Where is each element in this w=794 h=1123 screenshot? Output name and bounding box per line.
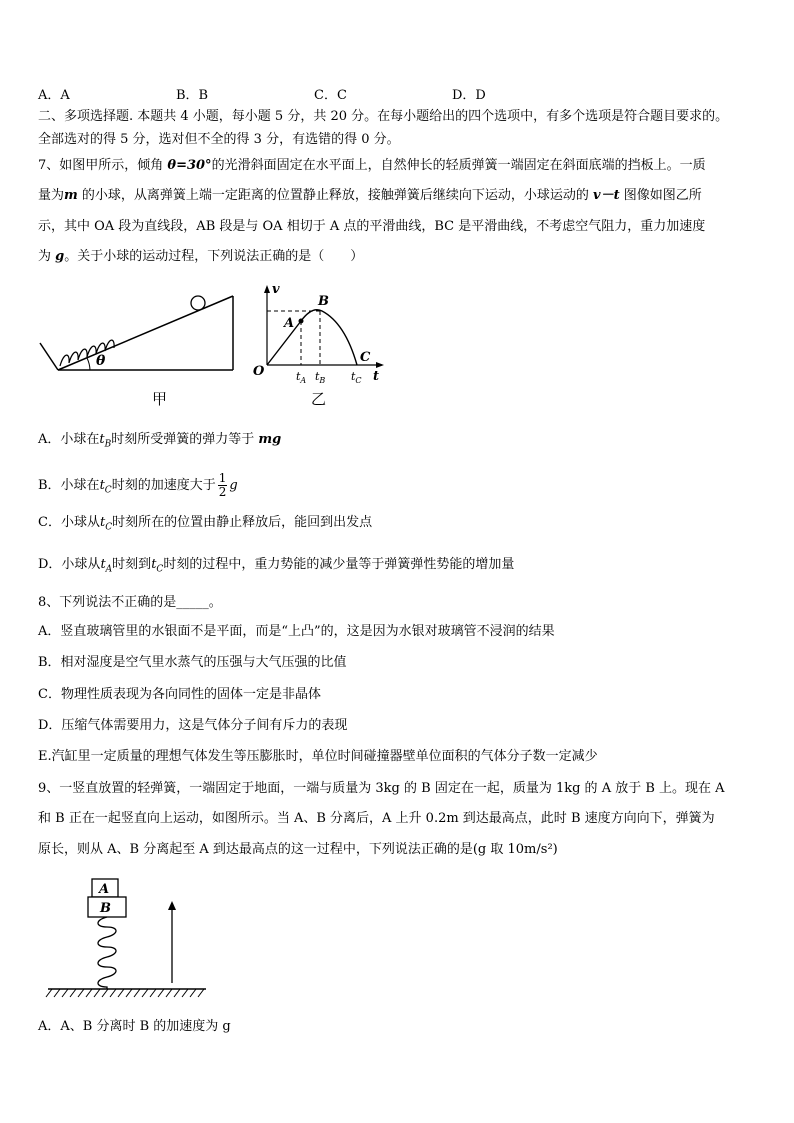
q8-option-b: B．相对湿度是空气里水蒸气的压强与大气压强的比值	[38, 655, 347, 670]
q7-option-a: A．小球在$t_B$时刻所受弹簧的弹力等于 mg	[38, 432, 282, 450]
q7-option-b: B．小球在$t_C$时刻的加速度大于 $\frac{1}{2}$ g	[38, 471, 238, 499]
origin-label: O	[253, 364, 265, 379]
point-b-label: B	[318, 294, 329, 309]
q9-stem-line2: 和 B 正在一起竖直向上运动，如图所示。当 A、B 分离后，A 上升 0.2m 到达最高点，此时 B 速度方向向下，弹簧为	[38, 811, 715, 826]
option-d-top: D．D	[452, 88, 486, 103]
block-b-label: B	[100, 901, 111, 916]
tC-tick: $t_C$	[351, 370, 362, 383]
spring	[98, 917, 116, 989]
option-a-top: A．A	[38, 88, 70, 103]
q8-option-d: D．压缩气体需要用力，这是气体分子间有斥力的表现	[38, 718, 348, 733]
block-a-label: A	[99, 882, 110, 897]
tA-tick: $t_A$	[296, 370, 307, 383]
theta-label: θ	[96, 353, 106, 369]
q8-option-c: C．物理性质表现为各向同性的固体一定是非晶体	[38, 687, 321, 702]
q9-stem-line3: 原长，则从 A、B 分离起至 A 到达最高点的这一过程中，下列说法正确的是(g 取 10m/s²)	[38, 842, 558, 857]
t-axis-label: t	[373, 369, 380, 383]
option-b-top: B．B	[176, 88, 209, 103]
q7-stem-line3: 示，其中 OA 段为直线段，AB 段是与 OA 相切于 A 点的平滑曲线，BC 是平滑曲线，不考虑空气阻力，重力加速度	[38, 219, 706, 234]
caption-jia: 甲	[152, 390, 168, 408]
incline-figure	[38, 288, 238, 373]
caption-yi: 乙	[311, 390, 327, 408]
q7-option-d: D．小球从$t_A$时刻到$t_C$时刻的过程中，重力势能的减少量等于弹簧弹性势能的增加量	[38, 557, 515, 575]
section2-line1: 二、多项选择题. 本题共 4 小题，每小题 5 分，共 20 分。在每小题给出的四个选项中，有多个选项是符合题目要求的。	[38, 109, 729, 124]
q7-stem-line4: 为 g。关于小球的运动过程，下列说法正确的是（ ）	[38, 249, 364, 264]
spring-blocks-figure	[42, 875, 210, 1005]
q8-stem: 8、下列说法不正确的是_____。	[38, 595, 222, 610]
ball	[191, 296, 205, 310]
spring	[60, 340, 114, 366]
v-axis-label: v	[272, 283, 280, 297]
q9-option-a: A．A、B 分离时 B 的加速度为 g	[38, 1019, 231, 1034]
q7-option-c: C．小球从$t_C$时刻所在的位置由静止释放后，能回到出发点	[38, 515, 373, 533]
point-c-label: C	[360, 350, 371, 365]
vt-graph	[250, 283, 390, 383]
point-a-label: A	[284, 316, 295, 331]
q8-option-a: A．竖直玻璃管里的水银面不是平面，而是“上凸”的，这是因为水银对玻璃管不浸润的结果	[38, 624, 555, 639]
q7-stem-line1: 7、如图甲所示，倾角 θ=30°的光滑斜面固定在水平面上，自然伸长的轻质弹簧一端固定在斜面底端的挡板上。一质	[38, 158, 706, 173]
vt-curve	[267, 310, 357, 365]
tB-tick: $t_B$	[315, 370, 326, 383]
fraction-half: $\frac{1}{2}$	[218, 471, 227, 499]
section2-line2: 全部选对的得 5 分，选对但不全的得 3 分，有选错的得 0 分。	[38, 132, 400, 147]
option-c-top: C．C	[314, 88, 347, 103]
q7-stem-line2: 量为m 的小球，从离弹簧上端一定距离的位置静止释放，接触弹簧后继续向下运动，小球运动的 v－t 图像如图乙所	[38, 188, 702, 203]
q8-option-e: E.汽缸里一定质量的理想气体发生等压膨胀时，单位时间碰撞器壁单位面积的气体分子数一定减少	[38, 749, 598, 764]
q9-stem-line1: 9、一竖直放置的轻弹簧，一端固定于地面，一端与质量为 3kg 的 B 固定在一起，质量为 1kg 的 A 放于 B 上。现在 A	[38, 781, 725, 796]
